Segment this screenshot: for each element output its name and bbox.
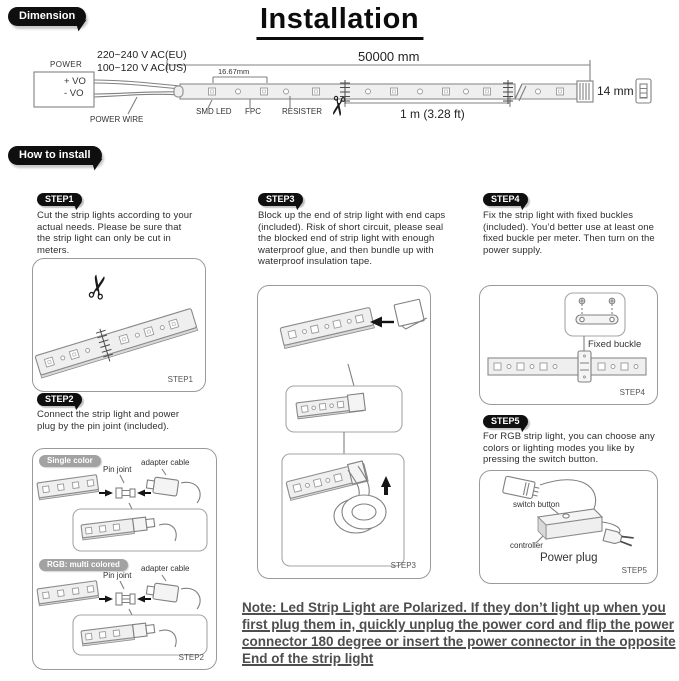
- strip-connector-glyph: [502, 476, 540, 500]
- adapter-cable-label: adapter cable: [141, 458, 190, 467]
- voltage-us-label: 100~120 V AC(US): [97, 62, 187, 74]
- pin-joint-label: Pin joint: [103, 465, 132, 474]
- power-label: POWER: [50, 60, 83, 69]
- strip-width-label: 14 mm: [597, 84, 634, 98]
- minus-terminal-label: - VO: [64, 88, 84, 99]
- step1-figure-label: STEP1: [167, 375, 193, 384]
- plus-terminal-label: + VO: [64, 76, 86, 87]
- scissors-icon: ✂: [78, 270, 119, 304]
- fixed-buckle-label: Fixed buckle: [588, 339, 642, 350]
- step1-figure: [32, 258, 206, 392]
- step2-figure: [32, 448, 217, 670]
- switch-button-label: switch button: [513, 500, 560, 509]
- adapter-cable-label: adapter cable: [141, 564, 190, 573]
- power-plug-glyph: [603, 529, 634, 548]
- step5-text: For RGB strip light, you can choose any colors or lighting modes you like by pressing the switch button.: [483, 431, 655, 466]
- how-to-install-section-badge: How to install: [8, 146, 102, 165]
- pin-connector-glyph: [636, 79, 651, 103]
- pitch-label: 16.67mm: [218, 67, 250, 76]
- step3-text: Block up the end of strip light with end caps (included). Risk of short circuit, please seal the blocked end of strip light with enough waterproof glue, and then bundle up with waterproof insulation tape.: [258, 210, 446, 268]
- step5-figure-label: STEP5: [621, 566, 647, 575]
- resister-label: RESISTER: [282, 107, 323, 116]
- step2-figure-label: STEP2: [178, 653, 204, 662]
- step4-figure-label: STEP4: [619, 388, 645, 397]
- dimension-section-badge: Dimension: [8, 7, 86, 26]
- controller-glyph: [538, 509, 602, 539]
- step3-illustration: [258, 286, 430, 578]
- step5-badge: STEP5: [483, 415, 528, 428]
- voltage-eu-label: 220~240 V AC(EU): [97, 49, 187, 61]
- step1-text: Cut the strip lights according to your actual needs. Please be sure that the strip light can only be cut in meters.: [37, 210, 193, 256]
- controller-label: controller: [510, 541, 543, 550]
- step3-figure-label: STEP3: [390, 561, 416, 570]
- step5-figure: [479, 470, 658, 584]
- end-connector-glyph: [577, 81, 593, 102]
- polarity-note: Note: Led Strip Light are Polarized. If they don’t light up when you first plug them in, quickly unplug the power cord and flip the power connector 180 degree or insert the power connector in the opposite End of the strip light: [242, 600, 676, 666]
- step4-text: Fix the strip light with fixed buckles (included). You’d better use at least one fixed buckle per meter. Then turn on the power supply.: [483, 210, 655, 256]
- rgb-multicolor-pill: RGB: multi colored: [39, 559, 128, 571]
- step1-badge: STEP1: [37, 193, 82, 206]
- scissors-icon: ✂: [321, 92, 355, 120]
- cut-unit-label: 1 m (3.28 ft): [400, 107, 465, 121]
- pin-joint-label: Pin joint: [103, 571, 132, 580]
- single-color-pill: Single color: [39, 455, 101, 467]
- page-title: Installation: [256, 3, 423, 40]
- total-length-label: 50000 mm: [358, 49, 420, 64]
- power-wire-label: POWER WIRE: [90, 115, 144, 124]
- step1-illustration: [33, 259, 205, 391]
- step4-figure: [479, 285, 658, 405]
- step2-badge: STEP2: [37, 393, 82, 406]
- step2-text: Connect the strip light and power plug by the pin joint (included).: [37, 409, 180, 432]
- power-plug-label: Power plug: [540, 552, 598, 564]
- step3-figure: [257, 285, 431, 579]
- step4-badge: STEP4: [483, 193, 528, 206]
- fpc-label: FPC: [245, 107, 261, 116]
- step3-badge: STEP3: [258, 193, 303, 206]
- smd-led-label: SMD LED: [196, 107, 232, 116]
